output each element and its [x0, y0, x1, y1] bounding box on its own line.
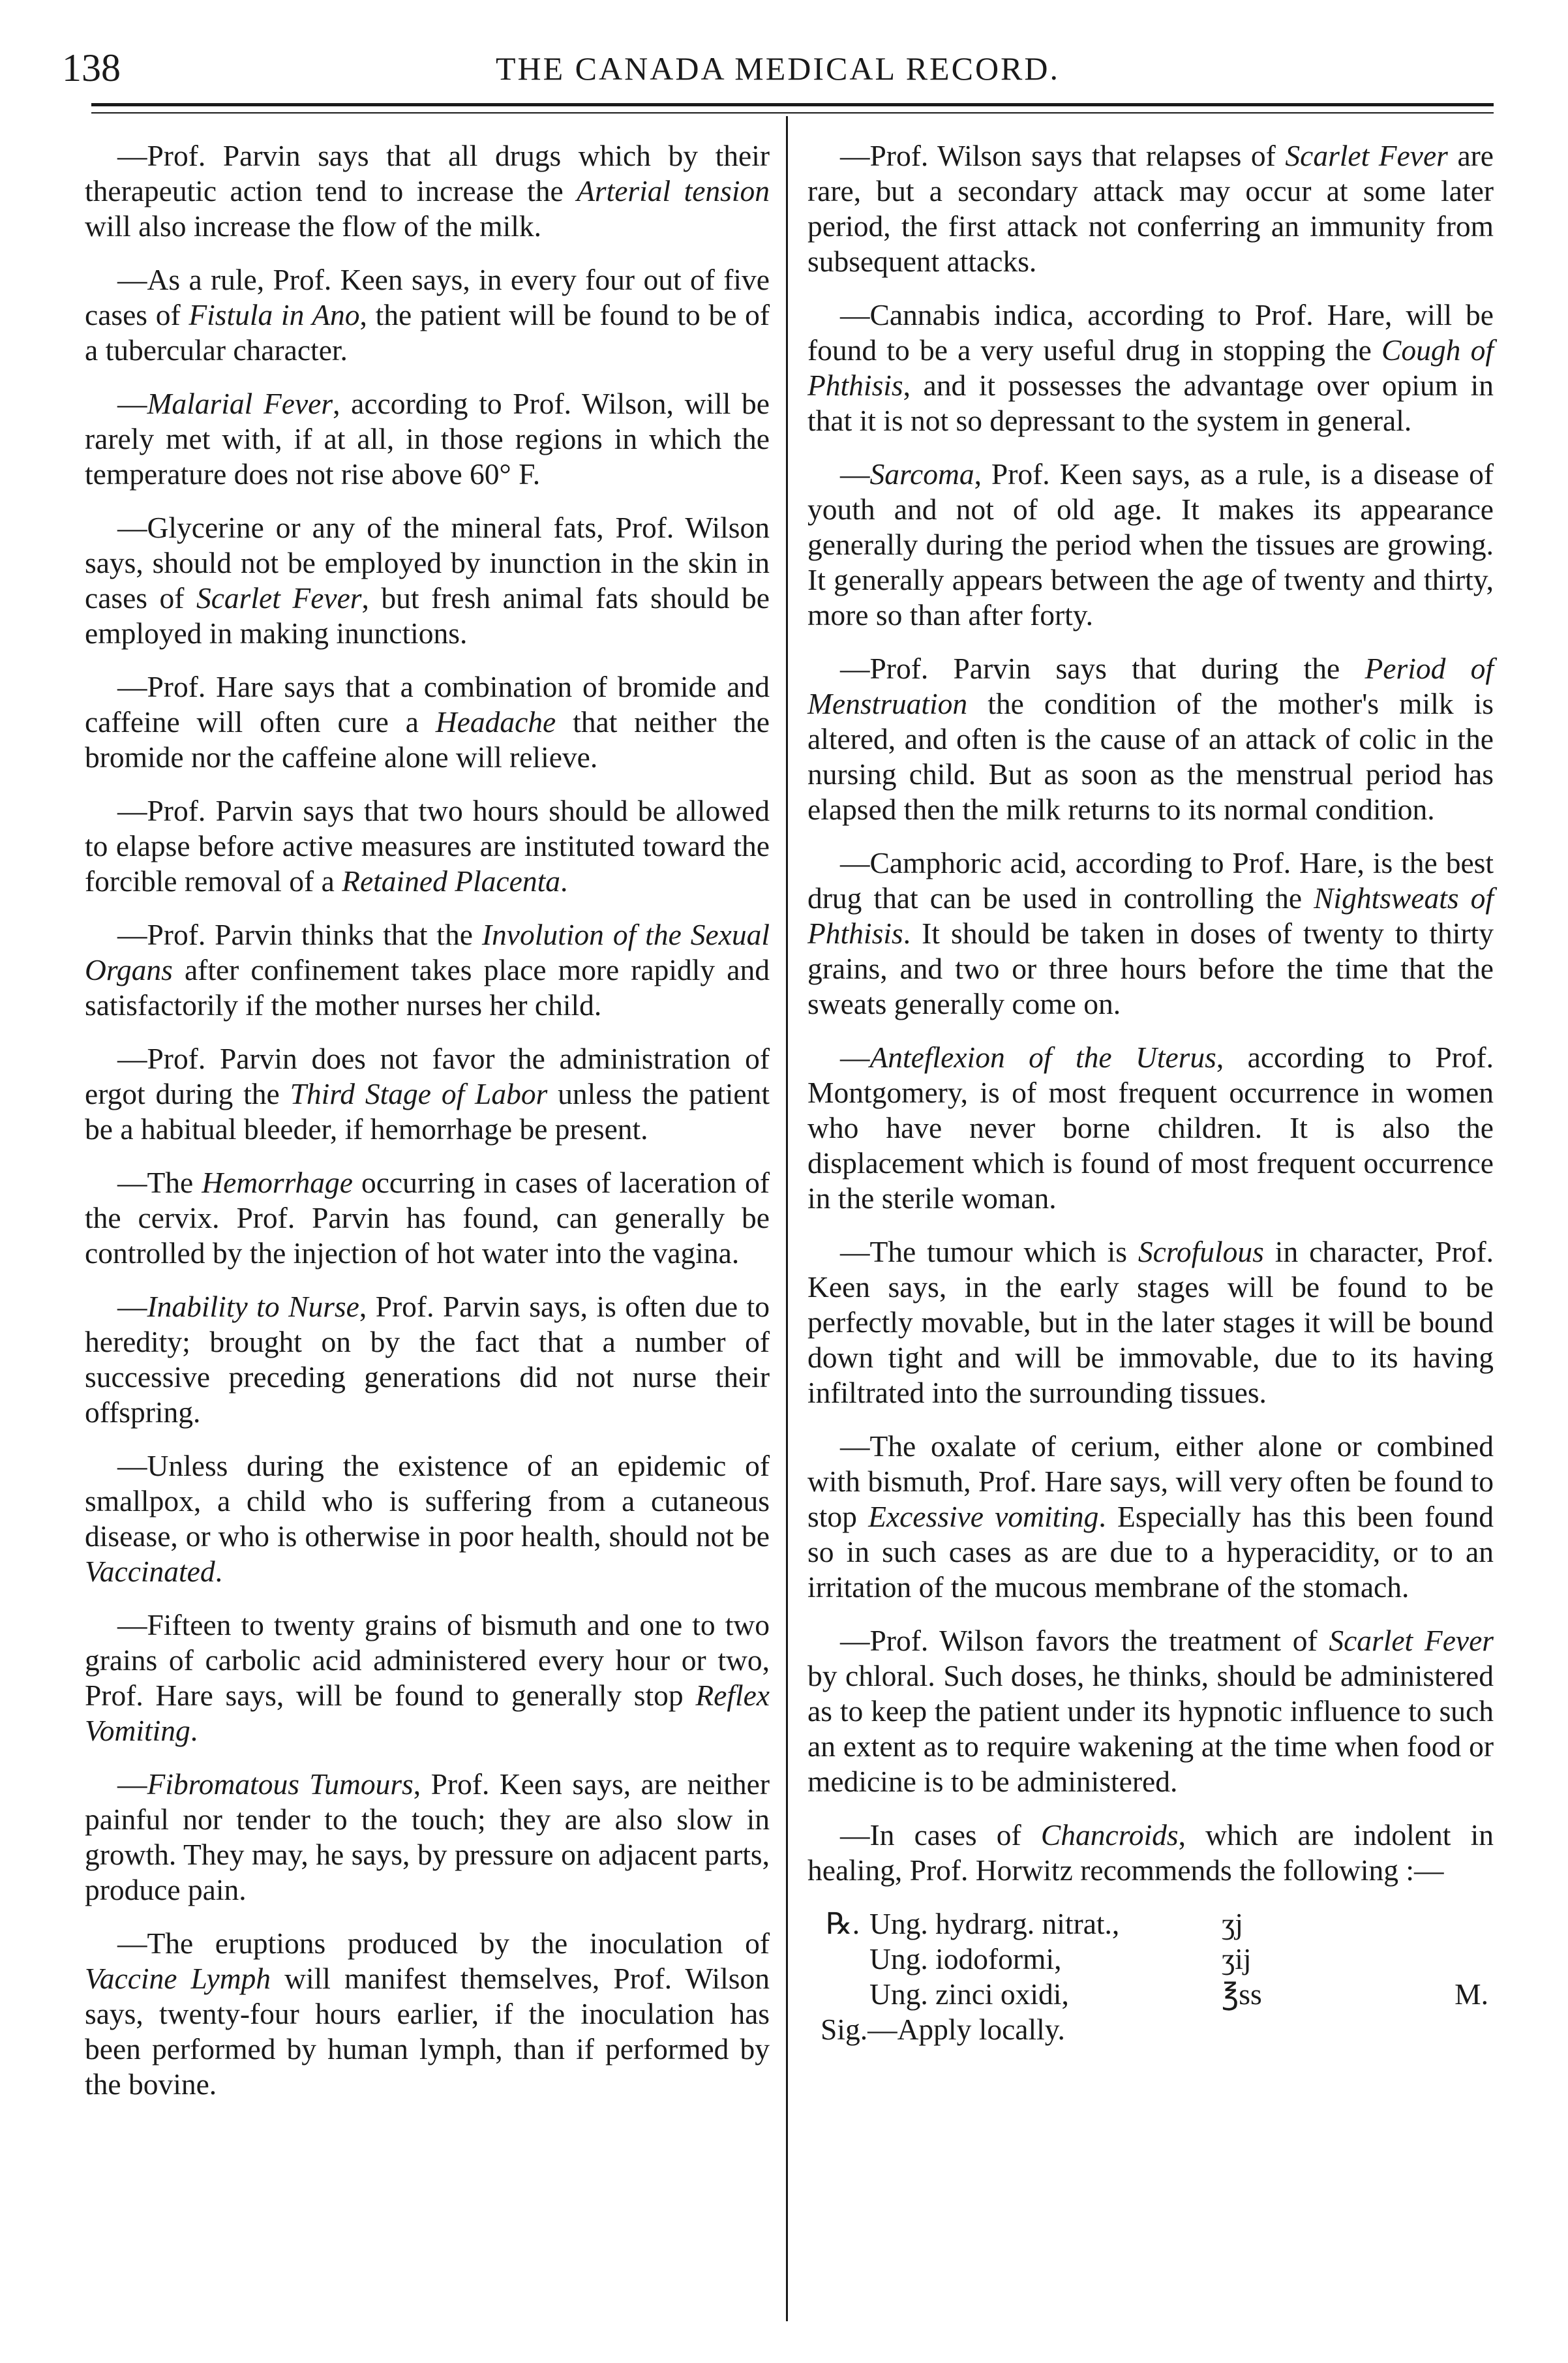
paragraph-text: will also increase the flow of the milk. [85, 209, 542, 243]
paragraph-text: —Prof. Wilson favors the treatment of [840, 1624, 1329, 1657]
emphasized-term: Excessive vomiting [868, 1500, 1099, 1533]
right-column [807, 138, 1494, 2047]
paragraph-text: — [840, 1041, 870, 1074]
paragraph-text: — [117, 1767, 147, 1801]
paragraph-text: in character, Prof. Keen says, in the early stages will be found to be perfectly movable, but in the later stages it will be bound down tight and will be immovable, due to its having infiltrated into the surrounding tissues. [807, 1235, 1494, 1409]
emphasized-term: Arterial tension [577, 174, 770, 207]
prescription-quantity: ʒij [1222, 1942, 1252, 1975]
paragraph-text: occurring in cases of laceration of the cervix. Prof. Parvin has found, can generally be controlled by the injection of hot water into the vagina. [85, 1166, 770, 1270]
paragraph-text: —Glycerine or any of the mineral fats, Prof. Wilson says, should not be employed by inunction in the skin in cases of [85, 511, 770, 615]
emphasized-term: Scarlet Fever [196, 581, 362, 615]
paragraph-text: unless the patient be a habitual bleeder, if hemorrhage be present. [85, 1077, 770, 1146]
journal-title: THE CANADA MEDICAL RECORD. [495, 50, 1061, 87]
emphasized-term: Retained Placenta [342, 864, 560, 898]
header-rule-thick [91, 103, 1494, 106]
article-paragraph [85, 1448, 770, 1589]
emphasized-term: Anteflexion of the Uterus [869, 1041, 1216, 1074]
article-paragraph [85, 793, 770, 899]
article-paragraph [807, 297, 1494, 438]
article-paragraph [85, 510, 770, 651]
paragraph-text: —Prof. Parvin says that during the [840, 652, 1365, 685]
emphasized-term: Reflex Vomiting [85, 1679, 770, 1747]
paragraph-text: , Prof. Keen says, as a rule, is a disease of youth and not of old age. It makes its appearance generally during the period when the tissues are growing. It generally appears between the age of twenty and thirty, more so than after forty. [807, 457, 1494, 632]
article-paragraph [807, 1818, 1494, 1888]
paragraph-text: —Prof. Parvin says that all drugs which by their therapeutic action tend to increase the [85, 139, 770, 207]
emphasized-term: Scarlet Fever [1329, 1624, 1494, 1657]
emphasized-term: Scrofulous [1138, 1235, 1264, 1268]
paragraph-text: — [117, 1290, 147, 1323]
emphasized-term: Sarcoma [869, 457, 974, 491]
paragraph-text: —Fifteen to twenty grains of bismuth and one to two grains of carbolic acid administered every hour or two, Prof. Hare says, will be found to generally stop [85, 1608, 770, 1712]
prescription-quantity: ʒj [1222, 1907, 1243, 1940]
article-paragraph [807, 1234, 1494, 1410]
paragraph-text: —Unless during the existence of an epidemic of smallpox, a child who is suffering from a cutaneous disease, or who is otherwise in poor health, should not be [85, 1449, 770, 1553]
paragraph-text: —Prof. Parvin thinks that the [117, 918, 482, 951]
article-paragraph [85, 262, 770, 368]
prescription-drug: Ung. hydrarg. nitrat., [869, 1907, 1120, 1940]
article-paragraph [807, 1040, 1494, 1216]
article-paragraph [85, 138, 770, 244]
emphasized-term: Vaccinated [85, 1555, 215, 1588]
article-paragraph [85, 1767, 770, 1908]
rx-symbol: ℞. [826, 1907, 860, 1940]
paragraph-text: by chloral. Such doses, he thinks, should be administered as to keep the patient under its hypnotic influence to such an extent as to require wakening at the time when food or medicine is to be administered. [807, 1659, 1494, 1798]
paragraph-text: —Prof. Hare says that a combination of bromide and caffeine will often cure a [85, 670, 770, 739]
paragraph-text: . [215, 1555, 222, 1588]
paragraph-text: —The [117, 1166, 202, 1199]
paragraph-text: . It should be taken in doses of twenty to thirty grains, and two or three hours before the time that the sweats generally come on. [807, 917, 1494, 1020]
paragraph-text: — [840, 457, 870, 491]
emphasized-term: Fibromatous Tumours [147, 1767, 414, 1801]
emphasized-term: Malarial Fever [147, 387, 333, 420]
emphasized-term: Cough of Phthisis [807, 333, 1494, 402]
paragraph-text: , which are indolent in healing, Prof. Horwitz recommends the following :— [807, 1818, 1494, 1887]
emphasized-term: Third Stage of Labor [290, 1077, 548, 1110]
left-column [85, 138, 770, 2120]
article-paragraph [807, 1623, 1494, 1799]
paragraph-text: , and it possesses the advantage over opium in that it is not so depressant to the system in general. [807, 369, 1494, 437]
prescription-signa: Sig.—Apply locally. [821, 2013, 1065, 2046]
paragraph-text: the condition of the mother's milk is altered, and often is the cause of an attack of colic in the nursing child. But as soon as the menstrual period has elapsed then the milk returns to its normal condition. [807, 687, 1494, 826]
article-paragraph [807, 846, 1494, 1022]
article-paragraph [807, 457, 1494, 633]
article-paragraph [85, 1926, 770, 2102]
emphasized-term: Vaccine Lymph [85, 1962, 271, 1995]
paragraph-text: —Cannabis indica, according to Prof. Hare, will be found to be a very useful drug in stopping the [807, 298, 1494, 367]
paragraph-text: , the patient will be found to be of a tubercular character. [85, 298, 770, 367]
right-column-paragraphs [807, 138, 1494, 1888]
column-divider [786, 116, 788, 2321]
article-paragraph [807, 651, 1494, 827]
prescription-drug: Ung. zinci oxidi, [869, 1977, 1069, 2011]
paragraph-text: —Camphoric acid, according to Prof. Hare, is the best drug that can be used in controlling the [807, 846, 1494, 915]
emphasized-term: Fistula in Ano [188, 298, 360, 331]
paragraph-text: that neither the bromide nor the caffeine alone will relieve. [85, 705, 770, 774]
emphasized-term: Period of Menstruation [807, 652, 1494, 720]
paragraph-text: . [560, 864, 568, 898]
prescription-line [807, 1942, 1494, 1977]
article-paragraph [807, 138, 1494, 279]
paragraph-text: —Prof. Parvin does not favor the administration of ergot during the [85, 1042, 770, 1110]
article-paragraph [85, 1041, 770, 1147]
paragraph-text: —The tumour which is [840, 1235, 1138, 1268]
paragraph-text: , but fresh animal fats should be employed in making inunctions. [85, 581, 770, 650]
paragraph-text: , Prof. Keen says, are neither painful nor tender to the touch; they are also slow in growth. They may, he says, by pressure on adjacent parts, produce pain. [85, 1767, 770, 1906]
paragraph-text: —The oxalate of cerium, either alone or combined with bismuth, Prof. Hare says, will very often be found to stop [807, 1429, 1494, 1533]
emphasized-term: Scarlet Fever [1285, 139, 1448, 172]
article-paragraph [85, 1289, 770, 1430]
paragraph-text: —In cases of [840, 1818, 1041, 1852]
paragraph-text: — [117, 387, 147, 420]
article-paragraph [85, 1165, 770, 1271]
paragraph-text: —Prof. Parvin says that two hours should be allowed to elapse before active measures are instituted toward the forcible removal of a [85, 794, 770, 898]
paragraph-text: , according to Prof. Wilson, will be rarely met with, if at all, in those regions in which the temperature does not rise above 60° F. [85, 387, 770, 491]
prescription-line [807, 1906, 1494, 1942]
mix-mark: M. [1455, 1977, 1488, 2011]
paragraph-text: —The eruptions produced by the inoculation of [117, 1927, 770, 1960]
emphasized-term: Inability to Nurse [147, 1290, 359, 1323]
article-paragraph [85, 1608, 770, 1748]
article-paragraph [85, 669, 770, 775]
paragraph-text: —As a rule, Prof. Keen says, in every four out of five cases of [85, 263, 770, 331]
article-paragraph [807, 1429, 1494, 1605]
paragraph-text: . Especially has this been found so in such cases as are due to a hyperacidity, or to an irritation of the mucous membrane of the stomach. [807, 1500, 1494, 1604]
article-paragraph [85, 386, 770, 492]
paragraph-text: are rare, but a secondary attack may occur at some later period, the first attack not conferring an immunity from subsequent attacks. [807, 139, 1494, 278]
paragraph-text: will manifest themselves, Prof. Wilson says, twenty-four hours earlier, if the inoculation has been performed by human lymph, than if performed by the bovine. [85, 1962, 770, 2101]
emphasized-term: Chancroids [1040, 1818, 1179, 1852]
paragraph-text: , according to Prof. Montgomery, is of most frequent occurrence in women who have never borne children. It is also the displacement which is found of most frequent occurrence in the sterile woman. [807, 1041, 1494, 1215]
page-header [62, 40, 1494, 99]
emphasized-term: Headache [435, 705, 556, 739]
page-number: 138 [62, 46, 121, 89]
paragraph-text: . [190, 1714, 198, 1747]
emphasized-term: Nightsweats of Phthisis [807, 881, 1494, 950]
prescription [807, 1906, 1494, 2047]
emphasized-term: Hemorrhage [202, 1166, 353, 1199]
paragraph-text: , Prof. Parvin says, is often due to heredity; brought on by the fact that a number of successive preceding generations did not nurse their offspring. [85, 1290, 770, 1429]
article-paragraph [85, 917, 770, 1023]
paragraph-text: after confinement takes place more rapidly and satisfactorily if the mother nurses her child. [85, 953, 770, 1022]
header-rule-thin [91, 112, 1494, 114]
prescription-line [807, 1977, 1494, 2012]
emphasized-term: Involution of the Sexual Organs [85, 918, 770, 986]
prescription-quantity: ℥ss [1222, 1977, 1262, 2011]
paragraph-text: —Prof. Wilson says that relapses of [840, 139, 1286, 172]
prescription-drug: Ung. iodoformi, [869, 1942, 1062, 1975]
